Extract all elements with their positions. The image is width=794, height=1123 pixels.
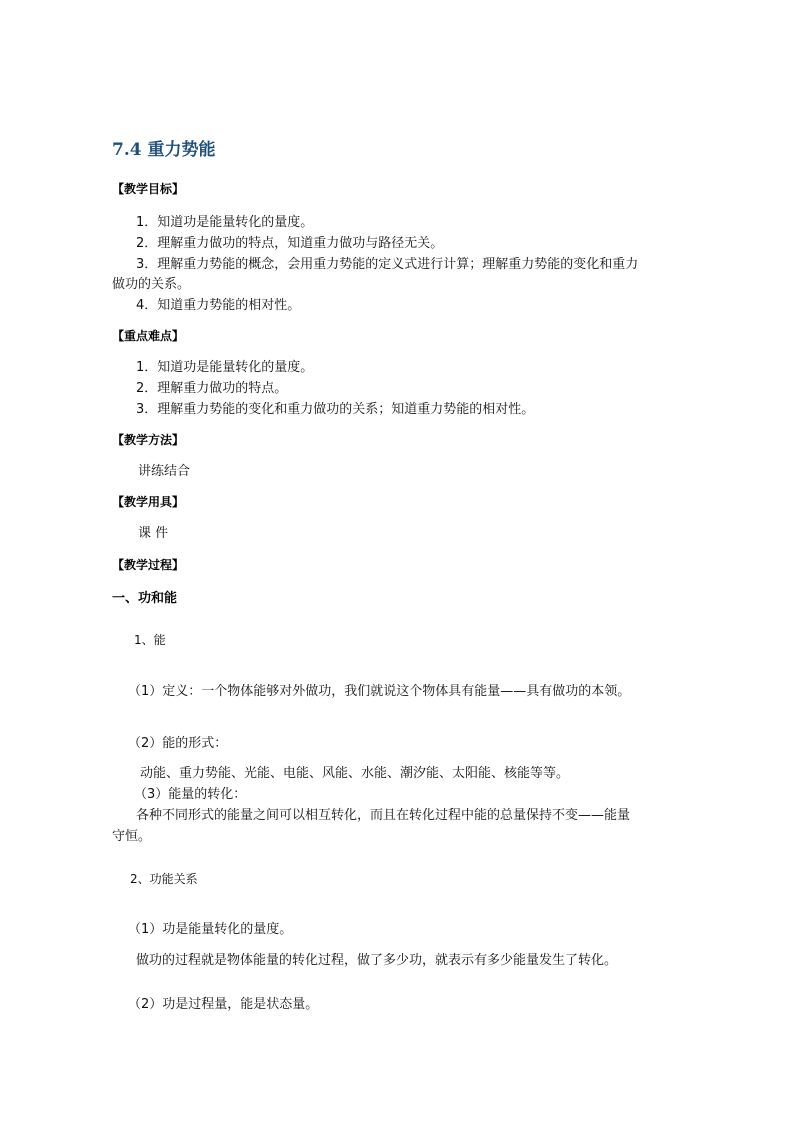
part-heading-work-energy: 一、功和能 [112, 591, 178, 606]
energy-forms-text: 动能、重力势能、光能、电能、风能、水能、潮汐能、太阳能、核能等等。 [140, 766, 570, 781]
section-heading-tools: 【教学用具】 [112, 495, 185, 509]
goal-item-continued: 做功的关系。 [112, 277, 191, 292]
page-title: 7.4 重力势能 [112, 140, 216, 160]
energy-definition: （1）定义：一个物体能够对外做功，我们就说这个物体具有能量——具有做功的本领。 [128, 684, 631, 699]
subheading-energy: 1、能 [134, 633, 166, 647]
goal-item: 4．知道重力势能的相对性。 [136, 298, 301, 313]
subheading-work-energy-relation: 2、功能关系 [130, 872, 198, 886]
relation-item-1: （1）功是能量转化的量度。 [128, 922, 293, 937]
key-point-item: 2．理解重力做功的特点。 [136, 381, 288, 396]
relation-item-2: （2）功是过程量，能是状态量。 [128, 997, 319, 1012]
goal-item: 1．知道功是能量转化的量度。 [136, 215, 314, 230]
energy-forms-heading: （2）能的形式： [128, 736, 228, 751]
energy-transform-line-continued: 守恒。 [112, 829, 152, 844]
goal-item: 2．理解重力做功的特点，知道重力做功与路径无关。 [136, 236, 444, 251]
section-heading-key-points: 【重点难点】 [112, 329, 185, 343]
energy-transform-line: 各种不同形式的能量之间可以相互转化，而且在转化过程中能的总量保持不变——能量 [136, 808, 631, 823]
tools-text: 课 件 [138, 526, 169, 541]
relation-item-1-detail: 做功的过程就是物体能量的转化过程，做了多少功，就表示有多少能量发生了转化。 [136, 953, 618, 968]
goal-item: 3．理解重力势能的概念，会用重力势能的定义式进行计算；理解重力势能的变化和重力 [136, 257, 639, 272]
key-point-item: 3．理解重力势能的变化和重力做功的关系；知道重力势能的相对性。 [136, 402, 535, 417]
section-heading-method: 【教学方法】 [112, 433, 185, 447]
key-point-item: 1．知道功是能量转化的量度。 [136, 360, 314, 375]
energy-transform-heading: （3）能量的转化： [134, 787, 247, 802]
section-heading-process: 【教学过程】 [112, 558, 185, 572]
section-heading-goals: 【教学目标】 [112, 182, 185, 196]
method-text: 讲练结合 [138, 464, 191, 479]
